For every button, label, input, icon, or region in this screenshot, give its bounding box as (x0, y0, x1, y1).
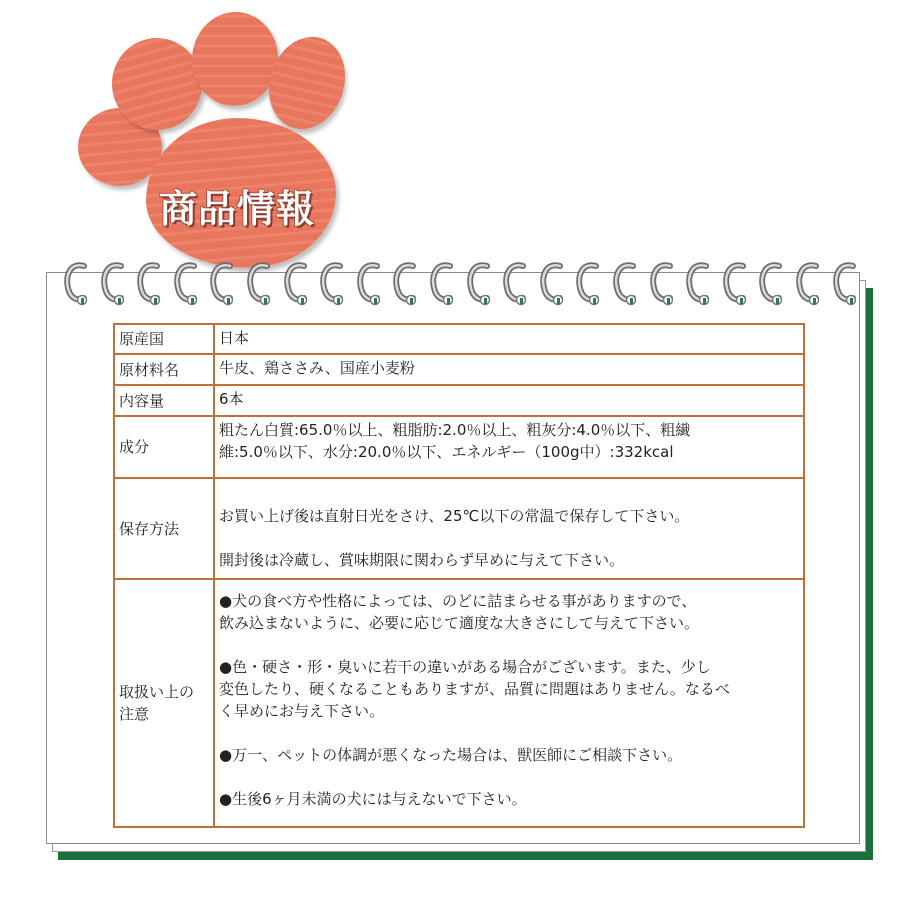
spiral-ring-icon (282, 258, 312, 308)
spiral-ring-icon (135, 258, 165, 308)
handling-note: ●生後6ヶ月未満の犬には与えないで下さい。 (219, 790, 527, 808)
composition-label: 成分 (114, 416, 214, 478)
spiral-ring-icon (245, 258, 275, 308)
origin-label: 原産国 (114, 324, 214, 354)
handling-note: ●色・硬さ・形・臭いに若干の違いがある場合がございます。また、少し (219, 658, 711, 676)
ingredients-label: 原材料名 (114, 354, 214, 385)
quantity-value: 6本 (214, 385, 804, 416)
table-row-handling (114, 579, 804, 827)
paw-toe (188, 8, 282, 109)
composition-line: 維:5.0％以下、水分:20.0％以下、エネルギー（100g中）:332kcal (219, 443, 674, 461)
spiral-ring-icon (538, 258, 568, 308)
handling-note: 変色したり、硬くなることもありますが、品質に問題はありません。なるべ (219, 680, 730, 698)
handling-note: ●犬の食べ方や性格によっては、のどに詰まらせる事がありますので、 (219, 592, 697, 610)
spiral-ring-icon (501, 258, 531, 308)
storage-label: 保存方法 (114, 478, 214, 579)
paw-print-icon (0, 0, 920, 300)
storage-text: 開封後は冷蔵し、賞味期限に関わらず早めに与えて下さい。 (219, 551, 625, 569)
table-row-quantity (114, 385, 804, 416)
table-row-composition (114, 416, 804, 478)
spiral-ring-icon (428, 258, 458, 308)
spiral-ring-icon (318, 258, 348, 308)
table-row-ingredients (114, 354, 804, 385)
spiral-ring-icon (99, 258, 129, 308)
spiral-binding (46, 258, 876, 310)
spiral-ring-icon (757, 258, 787, 308)
handling-note: 飲み込まないように、必要に応じて適度な大きさにして与えて下さい。 (219, 614, 700, 632)
spiral-ring-icon (721, 258, 751, 308)
quantity-label: 内容量 (114, 385, 214, 416)
ingredients-value: 牛皮、鶏ささみ、国産小麦粉 (214, 354, 804, 385)
spiral-ring-icon (391, 258, 421, 308)
spiral-ring-icon (355, 258, 385, 308)
handling-note: く早めにお与え下さい。 (219, 702, 385, 720)
page-title: 商品情報 (158, 187, 315, 231)
composition-value (214, 416, 804, 478)
storage-value (214, 478, 804, 579)
handling-note: ●万一、ペットの体調が悪くなった場合は、獣医師にご相談下さい。 (219, 746, 683, 764)
spiral-ring-icon (62, 258, 92, 308)
spiral-ring-icon (684, 258, 714, 308)
spiral-ring-icon (794, 258, 824, 308)
handling-label (114, 579, 214, 827)
table-row-origin (114, 324, 804, 354)
composition-line: 粗たん白質:65.0％以上、粗脂肪:2.0％以上、粗灰分:4.0％以下、粗繊 (219, 421, 691, 439)
handling-label-line: 取扱い上の (119, 683, 195, 701)
origin-value: 日本 (214, 324, 804, 354)
spiral-ring-icon (611, 258, 641, 308)
spiral-ring-icon (208, 258, 238, 308)
spiral-ring-icon (574, 258, 604, 308)
spiral-ring-icon (648, 258, 678, 308)
storage-text: お買い上げ後は直射日光をさけ、25℃以下の常温で保存して下さい。 (219, 507, 690, 525)
table-row-storage (114, 478, 804, 579)
handling-label-line: 注意 (119, 705, 150, 723)
spiral-ring-icon (831, 258, 861, 308)
spiral-ring-icon (465, 258, 495, 308)
product-info-table (113, 323, 805, 828)
spiral-ring-icon (172, 258, 202, 308)
handling-value (214, 579, 804, 827)
